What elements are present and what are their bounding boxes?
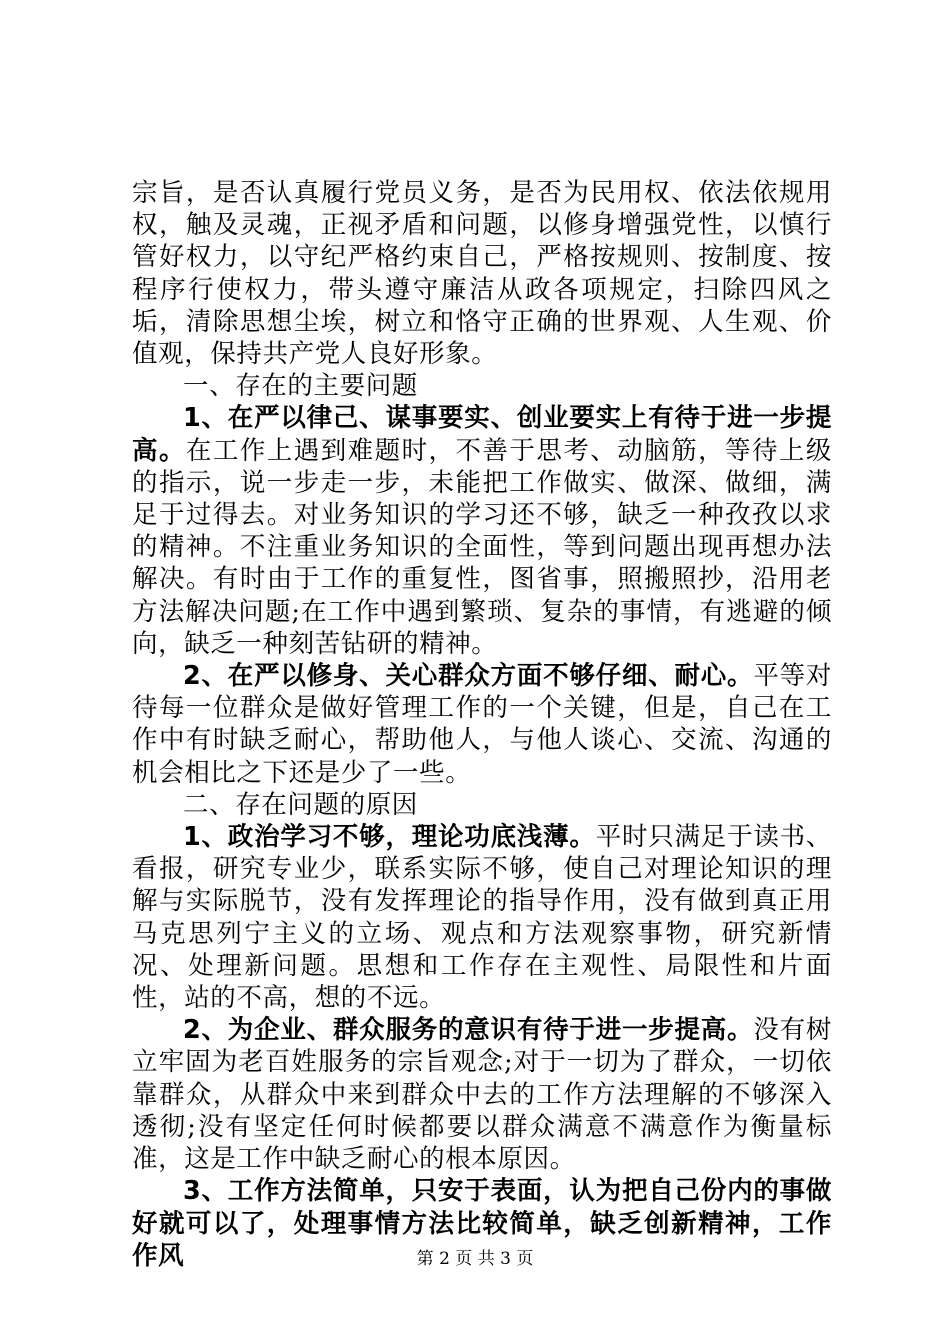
- section-heading: 二、存在问题的原因: [183, 789, 418, 820]
- paragraph-body: 在工作上遇到难题时，不善于思考、动脑筋，等待上级的指示，说一步走一步，未能把工作做实、做深、做细，满足于过得去。对业务知识的学习还不够，缺乏一种孜孜以求的精神。不注重业务知识的全面性，等到问题出现再想办法解决。有时由于工作的重复性，图省事，照搬照抄，沿用老方法解决问题;在工作中遇到繁琐、复杂的事情，有逃避的倾向，缺乏一种刻苦钻研的精神。: [132, 435, 833, 659]
- document-body: [132, 177, 832, 1272]
- page-number: 第 2 页 共 3 页: [416, 1249, 534, 1269]
- section-heading: 一、存在的主要问题: [183, 371, 418, 402]
- paragraph: [132, 402, 832, 660]
- paragraph-lead: 1、在严以律己、谋事要实、创业要实上有待于进一步提高。: [132, 403, 832, 466]
- paragraph-lead: 2、为企业、群众服务的意识有待于进一步提高。: [183, 1015, 754, 1046]
- paragraph: 3、工作方法简单，只安于表面，认为把自己份内的事做好就可以了，处理事情方法比较简单，缺乏创新精神，工作作风: [132, 1176, 832, 1271]
- paragraph: [132, 1014, 832, 1175]
- paragraph-body: 平时只满足于读书、看报，研究专业少，联系实际不够，使自己对理论知识的理解与实际脱节，没有发挥理论的指导作用，没有做到真正用马克思列宁主义的立场、观点和方法观察事物，研究新情况、处理新问题。思想和工作存在主观性、局限性和片面性，站的不高，想的不远。: [132, 822, 833, 1014]
- paragraph-body: 平等对待每一位群众是做好管理工作的一个关键，但是，自己在工作中有时缺乏耐心，帮助他人，与他人谈心、交流、沟通的机会相比之下还是少了一些。: [132, 661, 832, 788]
- paragraph-lead: 1、政治学习不够，理论功底浅薄。: [183, 822, 596, 853]
- paragraph: [132, 660, 832, 789]
- paragraph: [132, 821, 832, 1014]
- paragraph: 宗旨，是否认真履行党员义务，是否为民用权、依法依规用权，触及灵魂，正视矛盾和问题，以修身增强党性，以慎行管好权力，以守纪严格约束自己，严格按规则、按制度、按程序行使权力，带头遵守廉洁从政各项规定，扫除四风之垢，清除思想尘埃，树立和恪守正确的世界观、人生观、价值观，保持共产党人良好形象。: [132, 178, 832, 370]
- paragraph-lead: 2、在严以修身、关心群众方面不够仔细、耐心。: [183, 661, 754, 692]
- paragraph-body: 没有树立牢固为老百姓服务的宗旨观念;对于一切为了群众，一切依靠群众，从群众中来到群众中去的工作方法理解的不够深入透彻;没有坚定任何时候都要以群众满意不满意作为衡量标准，这是工作中缺乏耐心的根本原因。: [132, 1015, 832, 1175]
